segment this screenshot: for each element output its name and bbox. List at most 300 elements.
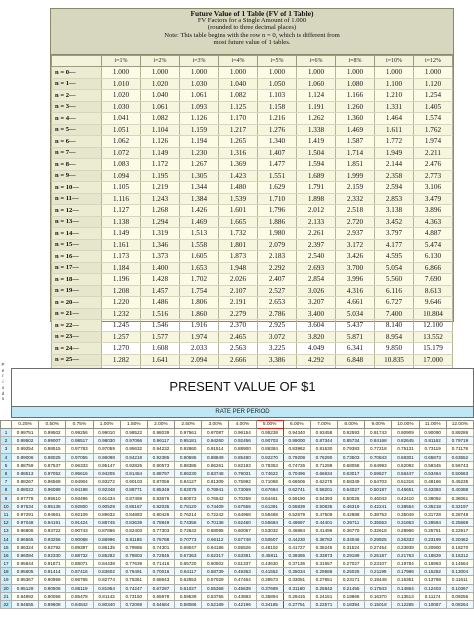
pv-cell: 0.78941 [202,486,229,494]
pv-cell: 0.99254 [12,445,39,453]
pv-cell: 0.33873 [310,551,337,559]
pv-cell: 0.31657 [310,560,337,568]
fv-row-label: n = 18— [52,274,102,286]
periods-letter: e [1,367,5,373]
pv-cell: 0.88732 [66,551,93,559]
pv-cell: 0.76214 [175,510,202,518]
fv-cell: 5.871 [336,331,375,343]
fv-cell: 3.072 [258,331,297,343]
fv-cell: 1.149 [102,228,141,240]
fv-table-row [52,308,453,320]
pv-cell: 0.75131 [392,445,419,453]
fv-cell: 2.033 [180,343,219,355]
fv-cell: 2.693 [297,262,336,274]
periods-letter: o [1,384,5,390]
fv-cell: 2.133 [297,216,336,228]
fv-cell: 1.041 [102,113,141,125]
fv-cell: 1.948 [219,262,258,274]
fv-cell: 1.260 [336,101,375,113]
pv-period-number: 1 [1,429,12,437]
pv-cell: 0.96333 [66,461,93,469]
fv-cell: 1.405 [414,101,453,113]
pv-cell: 0.31728 [419,510,446,518]
fv-cell: 5.034 [336,308,375,320]
fv-cell: 1.217 [219,124,258,136]
fv-cell: 15.179 [414,343,453,355]
pv-cell: 0.94904 [66,478,93,486]
pv-cell: 0.21199 [365,568,392,576]
pv-cell: 0.74356 [175,519,202,527]
pv-cell: 0.25187 [365,551,392,559]
fv-cell: 1.124 [297,90,336,102]
pv-cell: 0.73150 [120,592,147,600]
pv-cell: 0.94198 [66,486,93,494]
pv-cell: 0.97534 [12,502,39,510]
pv-cell: 0.93722 [39,527,66,535]
pv-cell: 0.61391 [256,502,283,510]
fv-cell: 1.166 [336,90,375,102]
pv-cell: 0.97052 [39,469,66,477]
fv-cell: 3.896 [414,205,453,217]
fv-cell: 1.974 [414,136,453,148]
fv-cell: 1.061 [180,90,219,102]
pv-cell: 0.48102 [256,543,283,551]
pv-cell: 0.88849 [202,453,229,461]
pv-cell: 0.91871 [39,560,66,568]
pv-cell: 0.91434 [93,494,120,502]
fv-cell: 1.469 [180,216,219,228]
pv-cell: 0.78353 [256,461,283,469]
pv-cell: 0.13513 [392,592,419,600]
pv-cell: 0.23939 [392,543,419,551]
pv-table-row [1,592,474,600]
fv-cell: 1.061 [141,101,180,113]
fv-cell: 1.000 [336,67,375,79]
pv-cell: 0.98030 [93,437,120,445]
pv-cell: 0.63552 [446,453,473,461]
fv-cell: 1.806 [180,297,219,309]
fv-cell: 1.338 [297,124,336,136]
pv-column-header-row [1,421,474,429]
pv-cell: 0.59627 [365,469,392,477]
fv-cell: 3.386 [258,354,297,366]
pv-cell: 0.73119 [419,445,446,453]
pv-cell: 0.77218 [365,445,392,453]
fv-cell: 1.105 [102,182,141,194]
fv-cell: 1.159 [180,124,219,136]
fv-cell: 1.469 [336,124,375,136]
fv-cell: 1.040 [219,78,258,90]
fv-cell: 1.276 [258,124,297,136]
pv-cell: 0.18394 [338,600,365,608]
pv-cell: 0.38753 [365,510,392,518]
pv-cell: 0.99256 [66,429,93,437]
periods-letter: P [1,362,5,367]
fv-cell: 1.243 [141,193,180,205]
pv-cell: 0.83748 [202,469,229,477]
fv-row-label: n = 5— [52,124,102,136]
pv-cell: 0.74622 [256,469,283,477]
pv-cell: 0.97087 [202,429,229,437]
pv-cell: 0.97783 [66,445,93,453]
fv-cell: 1.477 [258,159,297,171]
pv-cell: 0.73069 [229,486,256,494]
pv-cell: 0.95135 [39,502,66,510]
fv-cell: 1.126 [180,113,219,125]
pv-cell: 0.92800 [66,502,93,510]
pv-cell: 0.80073 [175,494,202,502]
pv-cell: 0.41727 [283,543,310,551]
fv-cell: 2.527 [258,285,297,297]
fv-table-row [52,331,453,343]
pv-cell: 0.87344 [310,437,337,445]
fv-cell: 1.689 [297,170,336,182]
pv-cell: 0.21455 [338,584,365,592]
fv-table-row [52,170,453,182]
fv-cell: 1.268 [141,205,180,217]
pv-table-row [1,519,474,527]
pv-cell: 0.75788 [147,535,174,543]
pv-cell: 0.16963 [419,560,446,568]
pv-cell: 0.29416 [283,592,310,600]
fv-column-header: i=12% [414,56,453,67]
pv-cell: 0.11611 [446,576,473,584]
fv-cell: 6.116 [375,285,414,297]
fv-cell: 1.426 [180,205,219,217]
pv-cell: 0.14564 [446,560,473,568]
fv-cell: 1.732 [219,228,258,240]
pv-cell: 0.88071 [66,560,93,568]
pv-cell: 0.90506 [39,584,66,592]
pv-cell: 0.70138 [202,519,229,527]
future-value-table-panel [50,8,454,364]
pv-cell: 0.19784 [392,560,419,568]
pv-cell: 0.90743 [66,527,93,535]
fv-cell: 1.457 [141,285,180,297]
pv-cell: 0.95844 [12,560,39,568]
fv-row-label: n = 23— [52,331,102,343]
pv-cell: 0.20462 [446,535,473,543]
fv-cell: 4.595 [375,251,414,263]
fv-cell: 1.170 [219,113,258,125]
fv-cell: 2.653 [258,297,297,309]
pv-cell: 0.90090 [419,429,446,437]
pv-cell: 0.33051 [283,576,310,584]
fv-cell: 1.980 [258,228,297,240]
pv-cell: 0.66112 [202,535,229,543]
pv-column-header: 10.00% [392,421,419,429]
fv-cell: 1.710 [258,193,297,205]
pv-cell: 0.97291 [12,510,39,518]
pv-table-row [1,502,474,510]
pv-cell: 0.38782 [310,535,337,543]
fv-cell: 2.370 [219,320,258,332]
pv-cell: 0.90573 [147,461,174,469]
pv-cell: 0.35034 [283,568,310,576]
fv-table-row [52,193,453,205]
pv-table-row [1,576,474,584]
fv-cell: 1.641 [141,354,180,366]
fv-cell: 2.925 [258,320,297,332]
fv-cell: 1.120 [414,78,453,90]
future-value-table [51,55,453,378]
fv-cell: 1.194 [180,136,219,148]
fv-cell: 4.292 [297,354,336,366]
pv-table-row [1,600,474,608]
fv-cell: 1.230 [180,147,219,159]
fv-cell: 1.093 [180,101,219,113]
fv-cell: 1.546 [141,320,180,332]
fv-cell: 1.423 [219,170,258,182]
pv-cell: 0.91454 [120,469,147,477]
pv-cell: 0.22571 [310,600,337,608]
pv-cell: 0.69047 [175,543,202,551]
pv-cell: 0.46884 [283,527,310,535]
fv-cell: 1.486 [141,297,180,309]
pv-cell: 0.85282 [93,551,120,559]
fv-cell: 1.754 [180,285,219,297]
pv-cell: 0.84127 [175,478,202,486]
pv-cell: 0.74409 [202,502,229,510]
pv-cell: 0.86765 [66,576,93,584]
pv-cell: 0.80426 [147,510,174,518]
pv-cell: 0.92860 [175,445,202,453]
fv-cell: 17.000 [414,354,453,366]
fv-cell: 1.305 [180,170,219,182]
pv-cell: 0.97537 [39,461,66,469]
fv-cell: 1.551 [258,170,297,182]
pv-cell: 0.98022 [12,486,39,494]
fv-cell: 1.801 [219,239,258,251]
pv-cell: 0.92330 [39,551,66,559]
pv-table-title: PRESENT VALUE OF $1 [169,379,316,394]
pv-cell: 0.90595 [175,453,202,461]
pv-cell: 0.94892 [12,592,39,600]
pv-cell: 0.68643 [147,576,174,584]
pv-cell: 0.79383 [338,445,365,453]
pv-cell: 0.70773 [175,535,202,543]
fv-cell: 1.000 [180,67,219,79]
pv-cell: 0.98513 [12,469,39,477]
pv-cell: 0.86119 [66,584,93,592]
pv-cell: 0.28748 [446,510,473,518]
pv-cell: 0.95181 [175,437,202,445]
pv-period-number: 15 [1,543,12,551]
fv-cell: 6.130 [414,251,453,263]
pv-column-header: 8.00% [338,421,365,429]
pv-cell: 0.12285 [392,600,419,608]
fv-cell: 1.762 [414,124,453,136]
pv-cell: 0.99502 [12,437,39,445]
fv-cell: 1.340 [258,136,297,148]
fv-cell: 1.464 [375,113,414,125]
pv-table-row [1,429,474,437]
fv-cell: 2.518 [336,205,375,217]
pv-cell: 0.77303 [147,527,174,535]
fv-cell: 2.183 [258,251,297,263]
pv-cell: 0.18270 [446,543,473,551]
fv-cell: 1.116 [102,193,141,205]
pv-cell: 0.88900 [229,445,256,453]
pv-period-number: 10 [1,502,12,510]
pv-cell: 0.99751 [12,429,39,437]
pv-cell: 0.96117 [147,437,174,445]
pv-cell: 0.65720 [175,560,202,568]
pv-cell: 0.88797 [147,469,174,477]
fv-cell: 5.474 [414,239,453,251]
pv-cell: 0.67556 [229,502,256,510]
fv-cell: 1.000 [258,67,297,79]
fv-cell: 2.786 [258,308,297,320]
pv-cell: 0.83602 [93,568,120,576]
fv-cell: 8.140 [375,320,414,332]
pv-table-row [1,584,474,592]
pv-cell: 0.94655 [12,600,39,608]
pv-cell: 0.25751 [419,527,446,535]
rate-per-period-label: RATE PER PERIOD [215,409,270,415]
fv-cell: 1.257 [102,331,141,343]
fv-table-row [52,124,453,136]
fv-cell: 1.608 [141,343,180,355]
pv-cell: 0.16370 [365,592,392,600]
pv-cell: 0.70843 [365,453,392,461]
fv-cell: 4.661 [336,297,375,309]
pv-cell: 0.82645 [392,437,419,445]
fv-row-label: n = 14— [52,228,102,240]
fv-cell: 3.138 [375,205,414,217]
fv-row-label: n = 8— [52,159,102,171]
fv-column-header-row [52,56,453,67]
pv-cell: 0.80340 [93,600,120,608]
pv-cell: 0.19866 [338,592,365,600]
pv-cell: 0.31863 [392,519,419,527]
fv-cell: 2.026 [219,274,258,286]
fv-cell: 8.613 [414,285,453,297]
pv-cell: 0.31524 [338,543,365,551]
pv-cell: 0.94218 [120,453,147,461]
pv-cell: 0.28966 [392,527,419,535]
fv-cell: 1.072 [102,147,141,159]
pv-cell: 0.72242 [202,510,229,518]
fv-cell: 2.720 [336,216,375,228]
pv-cell: 0.97048 [12,519,39,527]
fv-cell: 4.049 [297,343,336,355]
pv-column-header: 1.00% [93,421,120,429]
pv-period-number: 8 [1,486,12,494]
pv-cell: 0.23199 [419,535,446,543]
fv-cell: 1.791 [297,182,336,194]
fv-row-label: n = 3— [52,101,102,113]
pv-cell: 0.93458 [310,429,337,437]
fv-cell: 1.601 [219,205,258,217]
pv-cell: 0.54393 [310,494,337,502]
fv-cell: 1.191 [297,101,336,113]
fv-row-label: n = 20— [52,297,102,309]
pv-cell: 0.64684 [147,600,174,608]
pv-table-row [1,568,474,576]
pv-cell: 0.97778 [12,494,39,502]
future-value-table-header [51,9,453,55]
pv-cell: 0.89286 [446,429,473,437]
pv-cell: 0.55526 [229,543,256,551]
pv-cell: 0.79209 [283,453,310,461]
fv-cell: 1.020 [102,90,141,102]
pv-cell: 0.93272 [93,478,120,486]
fv-cell: 1.504 [297,147,336,159]
fv-cell: 10.835 [375,354,414,366]
pv-cell: 0.62317 [202,551,229,559]
fv-row-label: n = 9— [52,170,102,182]
fv-table-title: Future Value of 1 Table (FV of 1 Table) [190,9,314,18]
pv-column-header: 11.00% [419,421,446,429]
pv-cell: 0.36061 [446,494,473,502]
pv-cell: 0.29586 [310,568,337,576]
fv-cell: 1.577 [141,331,180,343]
pv-column-header: 0.25% [12,421,39,429]
pv-cell: 0.78803 [120,551,147,559]
pv-cell: 0.81954 [93,584,120,592]
pv-period-number: 4 [1,453,12,461]
fv-cell: 3.426 [336,251,375,263]
pv-cell: 0.66634 [310,469,337,477]
pv-cell: 0.49697 [283,519,310,527]
pv-cell: 0.29189 [338,551,365,559]
pv-cell: 0.14864 [392,584,419,592]
pv-cell: 0.51316 [392,478,419,486]
fv-column-header: i=3% [180,56,219,67]
pv-cell: 0.58349 [338,478,365,486]
pv-cell: 0.82403 [120,527,147,535]
fv-cell: 1.051 [102,124,141,136]
fv-cell: 1.000 [297,67,336,79]
pv-cell: 0.09256 [446,592,473,600]
pv-cell: 0.95605 [12,568,39,576]
pv-period-number: 20 [1,584,12,592]
fv-cell: 7.400 [375,308,414,320]
pv-title-box [11,368,474,406]
fv-column-header: i=4% [219,56,258,67]
fv-cell: 2.279 [219,308,258,320]
fv-cell: 1.594 [297,159,336,171]
pv-column-header: 9.00% [365,421,392,429]
fv-column-header: i=6% [297,56,336,67]
pv-cell: 0.83639 [120,519,147,527]
pv-cell: 0.82774 [93,576,120,584]
pv-cell: 0.42241 [365,502,392,510]
fv-cell: 1.030 [180,78,219,90]
pv-cell: 0.99006 [12,453,39,461]
fv-cell: 1.999 [336,170,375,182]
fv-cell: 3.996 [336,274,375,286]
pv-cell: 0.64117 [175,568,202,576]
pv-cell: 0.88745 [93,519,120,527]
pv-cell: 0.81162 [419,437,446,445]
present-value-table-panel [0,362,474,632]
fv-row-label: n = 7— [52,147,102,159]
fv-cell: 5.560 [375,274,414,286]
pv-cell: 0.89608 [39,600,66,608]
fv-row-label: n = 1— [52,78,102,90]
pv-cell: 0.90056 [39,592,66,600]
pv-cell: 0.59345 [419,461,446,469]
fv-cell: 1.000 [141,67,180,79]
fv-cell: 1.653 [180,262,219,274]
fv-cell: 1.173 [102,251,141,263]
pv-cell: 0.96089 [39,486,66,494]
pv-column-header: 5.00% [256,421,283,429]
pv-cell: 0.96324 [12,543,39,551]
pv-cell: 0.40388 [446,486,473,494]
